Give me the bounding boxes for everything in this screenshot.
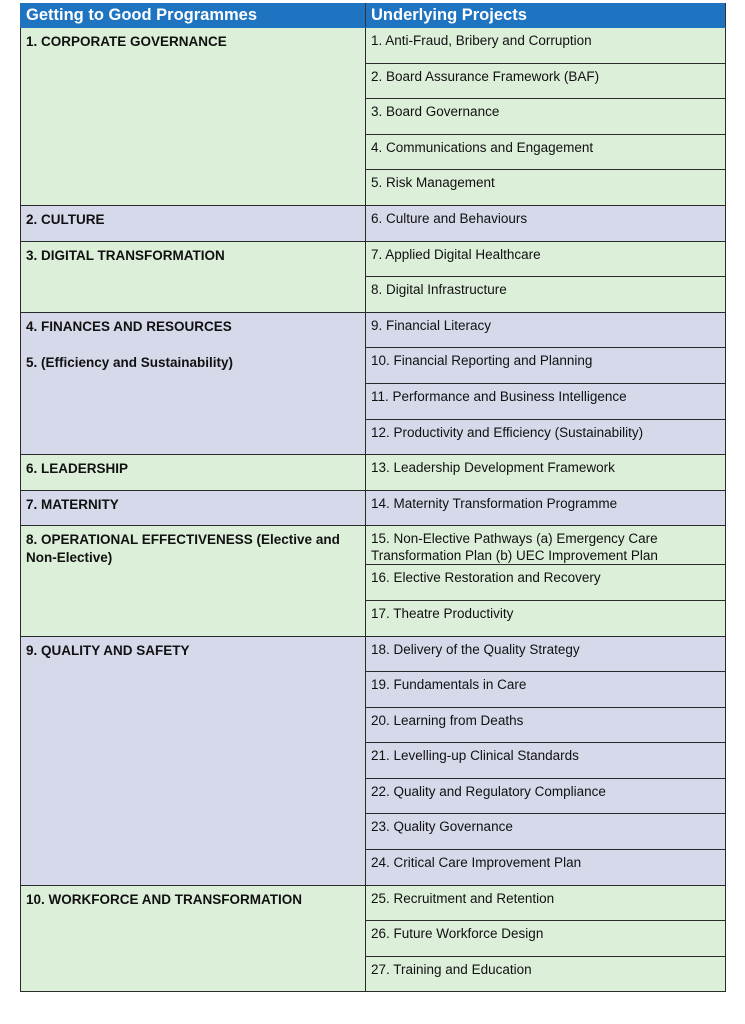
project-cell: 3. Board Governance: [366, 99, 726, 135]
table-row: [21, 28, 726, 64]
project-cell: 25. Recruitment and Retention: [366, 885, 726, 921]
project-cell: 20. Learning from Deaths: [366, 707, 726, 743]
header-programmes: Getting to Good Programmes: [21, 4, 366, 28]
project-cell: 5. Risk Management: [366, 170, 726, 206]
table-row: [21, 490, 726, 526]
programme-name: 4. FINANCES AND RESOURCES: [26, 318, 232, 334]
programme-cell: [21, 205, 366, 241]
project-cell: 15. Non-Elective Pathways (a) Emergency Care Transformation Plan (b) UEC Improvement Plan: [366, 526, 726, 565]
programme-cell: [21, 455, 366, 491]
programme-cell: [21, 28, 366, 206]
project-cell: 13. Leadership Development Framework: [366, 455, 726, 491]
project-cell: 17. Theatre Productivity: [366, 600, 726, 636]
table-body: [21, 28, 726, 992]
programme-cell: [21, 885, 366, 992]
project-cell: 26. Future Workforce Design: [366, 921, 726, 957]
project-cell: 8. Digital Infrastructure: [366, 277, 726, 313]
programme-name: 10. WORKFORCE AND TRANSFORMATION: [26, 891, 302, 907]
project-cell: 14. Maternity Transformation Programme: [366, 490, 726, 526]
table-row: [21, 205, 726, 241]
project-cell: 10. Financial Reporting and Planning: [366, 348, 726, 384]
project-cell: 6. Culture and Behaviours: [366, 205, 726, 241]
project-cell: 23. Quality Governance: [366, 814, 726, 850]
table-row: [21, 241, 726, 277]
programme-name: 1. CORPORATE GOVERNANCE: [26, 34, 227, 49]
project-cell: 18. Delivery of the Quality Strategy: [366, 636, 726, 672]
project-cell: 1. Anti-Fraud, Bribery and Corruption: [366, 28, 726, 64]
programme-name: 8. OPERATIONAL EFFECTIVENESS (Elective and Non-Elective): [26, 532, 340, 566]
header-projects: Underlying Projects: [366, 4, 726, 28]
programme-cell: [21, 490, 366, 526]
table-row: [21, 312, 726, 348]
project-cell: 19. Fundamentals in Care: [366, 672, 726, 708]
programme-subtitle: 5. (Efficiency and Sustainability): [26, 354, 234, 370]
project-cell: 16. Elective Restoration and Recovery: [366, 565, 726, 601]
project-cell: 12. Productivity and Efficiency (Sustainability): [366, 419, 726, 455]
table-row: [21, 526, 726, 565]
programmes-table: [20, 3, 726, 992]
programme-name: 6. LEADERSHIP: [26, 461, 129, 477]
project-cell: 2. Board Assurance Framework (BAF): [366, 63, 726, 99]
project-cell: 27. Training and Education: [366, 956, 726, 992]
project-cell: 9. Financial Literacy: [366, 312, 726, 348]
table-row: [21, 455, 726, 491]
project-cell: 24. Critical Care Improvement Plan: [366, 850, 726, 886]
programme-name: 9. QUALITY AND SAFETY: [26, 642, 190, 658]
project-cell: 21. Levelling-up Clinical Standards: [366, 743, 726, 779]
table-row: [21, 885, 726, 921]
project-cell: 7. Applied Digital Healthcare: [366, 241, 726, 277]
project-cell: 11. Performance and Business Intelligence: [366, 383, 726, 419]
project-cell: 22. Quality and Regulatory Compliance: [366, 778, 726, 814]
programme-name: 7. MATERNITY: [26, 496, 119, 512]
programme-name: 2. CULTURE: [26, 211, 105, 227]
programme-cell: [21, 636, 366, 885]
table-row: [21, 636, 726, 672]
programme-cell: [21, 312, 366, 454]
header-row: [21, 4, 726, 28]
programme-cell: [21, 526, 366, 636]
programme-name: 3. DIGITAL TRANSFORMATION: [26, 247, 225, 263]
programme-cell: [21, 241, 366, 312]
project-cell: 4. Communications and Engagement: [366, 134, 726, 170]
